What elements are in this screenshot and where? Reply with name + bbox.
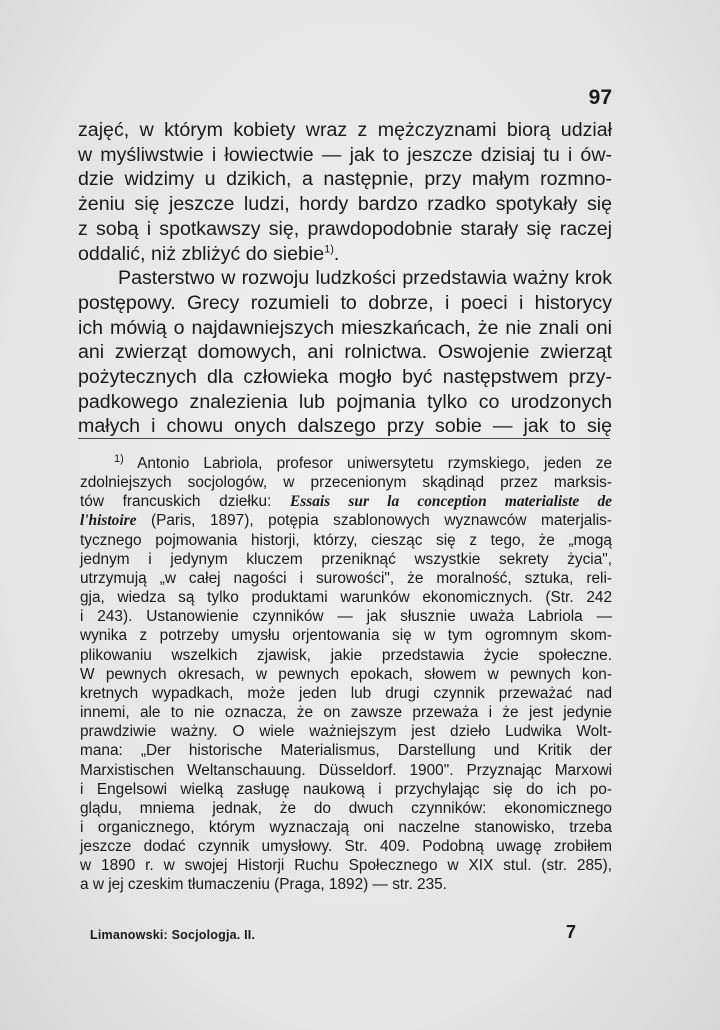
footnote-line: Marxistischen Weltanschauung. Düsseldorf. 1900". Przyznając Marxowi xyxy=(80,761,612,779)
footnote xyxy=(80,454,612,895)
sheet-signature: Limanowski: Socjologja. II. xyxy=(90,928,256,942)
footnote-line: w 1890 r. w swojej Historji Ruchu Społecznego w XIX stul. (str. 285), xyxy=(80,857,612,875)
footnote-reference: 1) xyxy=(324,242,334,255)
footnote-line: glądu, mniema jednak, że do dwuch czynników: ekonomicznego xyxy=(80,799,612,817)
text-line: Pasterstwo w rozwoju ludzkości przedstawia ważny krok xyxy=(118,267,612,290)
footnote-line: utrzymują „w całej nagości i surowości", że moralność, sztuka, reli- xyxy=(80,569,612,587)
page-number: 97 xyxy=(588,86,612,109)
book-title: Essais sur la conception materialiste de xyxy=(289,493,612,511)
period: . xyxy=(333,242,340,265)
footnote-line: jeszcze dodać czynnik umysłowy. Str. 409. Podobną uwagę zrobiłem xyxy=(80,838,612,856)
text-line: z sobą i spotkawszy się, prawdopodobnie starały się raczej xyxy=(78,217,612,240)
text-line-with-footnote xyxy=(78,242,612,267)
footnote-line: prawdziwie ważny. O wiele ważniejszym jest dzieło Ludwika Wolt- xyxy=(80,723,612,741)
text-line: pożytecznych dla człowieka mogło być następstwem przy- xyxy=(78,366,612,389)
footnote-line: tycznego pojmowania historji, którzy, ciesząc się z tego, że „mogą xyxy=(80,531,612,549)
footnote-line: i organicznego, którym wyznaczają oni naczelne stanowisko, trzeba xyxy=(80,818,612,836)
sheet-number: 7 xyxy=(566,922,577,942)
footnote-line: gja, wiedza są tylko produktami warunków ekonomicznych. (Str. 242 xyxy=(80,589,612,607)
footnote-line: jednym i jedynym kluczem przeniknąć wszystkie sekrety życia", xyxy=(80,550,612,568)
footnote-marker: 1) xyxy=(114,452,124,465)
text-line: w myśliwstwie i łowiectwie — jak to jeszcze dzisiaj tu i ów- xyxy=(78,143,612,166)
footnote-line: mana: „Der historische Materialismus, Darstellung und Kritik der xyxy=(80,742,612,760)
text-line: ani zwierząt domowych, ani rolnictwa. Oswojenie zwierząt xyxy=(78,341,612,364)
book-title: l'histoire xyxy=(80,512,137,530)
main-text xyxy=(78,118,612,439)
footnote-line: innemi, ale to nie oznacza, że on zawsze przeważa i że jest jedynie xyxy=(80,704,612,722)
footnote-line: plikowaniu wszelkich zjawisk, jakie przedstawia życie społeczne. xyxy=(80,646,612,664)
footnote-divider xyxy=(78,438,610,439)
text-line: ich mówią o najdawniejszych mieszkańcach, że nie znali oni xyxy=(78,316,612,339)
footnote-line: wynika z potrzeby umysłu orjentowania się w tym ogromnym skom- xyxy=(80,627,612,645)
footnote-line: $^{1)}$ Antonio Labriola, profesor uniwersytetu rzymskiego, jeden ze xyxy=(114,452,612,472)
footnote-line: a w jej czeskim tłumaczeniu (Praga, 1892) — str. 235. xyxy=(80,876,447,894)
footnote-line: zdolniejszych socjologów, w przecenionym skądinąd przez marksis- xyxy=(80,474,612,492)
footnote-line: kretnych wypadkach, może jeden lub drugi czynnik przeważać nad xyxy=(80,684,612,702)
footnote-line: l'histoire (Paris, 1897), potępia szablonowych wyznawców materjalis- xyxy=(80,512,612,530)
text-line: padkowego znalezienia lub pojmania tylko co urodzonych xyxy=(78,390,612,413)
footnote-line: W pewnych okresach, w pewnych epokach, słowem w pewnych kon- xyxy=(80,665,612,683)
text-line: oddalić, niż zbliżyć do siebie xyxy=(78,242,325,265)
footnote-line: i Engelsowi wielką zasługę naukową i przychylając się do ich po- xyxy=(80,780,612,798)
text-line: postępowy. Grecy rozumieli to dobrze, i poeci i historycy xyxy=(78,291,612,314)
footnote-line: i 243). Ustanowienie czynników — jak słusznie uważa Labriola — xyxy=(80,608,612,626)
footnote-line: tów francuskich dziełku: Essais sur la conception materialiste de xyxy=(80,493,612,511)
text-line: małych i chowu onych dalszego przy sobie — jak to się xyxy=(78,415,612,438)
text-line: zajęć, w którym kobiety wraz z mężczyznami biorą udział xyxy=(78,119,612,141)
text-line: żeniu się jeszcze ludzi, hordy bardzo rzadko spotykały się xyxy=(78,193,612,216)
text-line: dzie widzimy u dzikich, a następnie, przy małym rozmno- xyxy=(78,168,612,191)
